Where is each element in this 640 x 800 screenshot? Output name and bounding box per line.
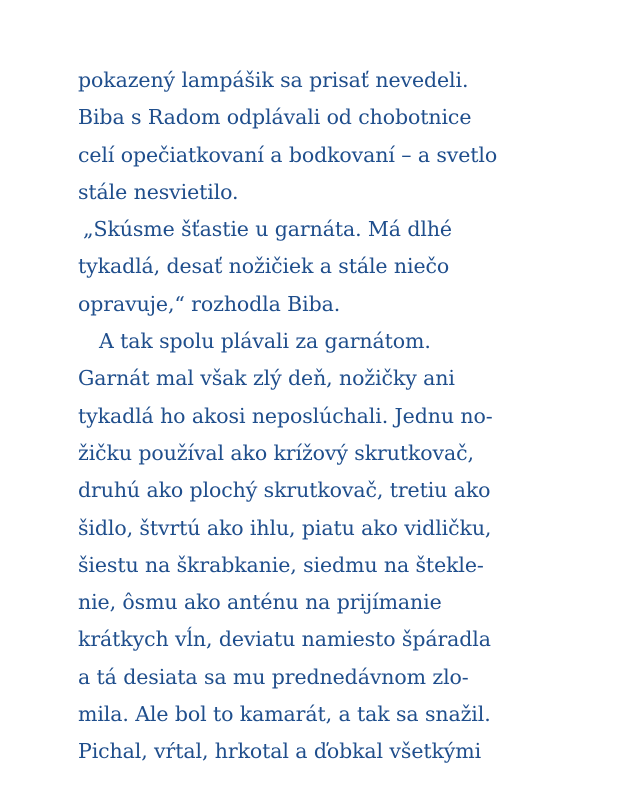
text-line: Garnát mal však zlý deň, nožičky ani <box>78 366 455 391</box>
text-line: druhú ako plochý skrutkovač, tretiu ako <box>78 478 491 503</box>
text-line: stále nesvietilo. <box>78 179 239 204</box>
text-line: „Skúsme šťastie u garnáta. Má dlhé <box>83 217 452 242</box>
text-line: tykadlá, desať nožičiek a stále niečo <box>78 254 450 279</box>
text-line: žičku používal ako krížový skrutkovač, <box>78 440 474 465</box>
text-line: A tak spolu plávali za garnátom. <box>99 329 431 354</box>
text-line: Biba s Radom odplávali od chobotnice <box>78 105 472 130</box>
text-line: šiestu na škrabkanie, siedmu na štekle- <box>78 552 484 577</box>
text-line: tykadlá ho akosi neposlúchali. Jednu no- <box>78 403 493 428</box>
text-line: a tá desiata sa mu prednedávnom zlo- <box>78 664 469 689</box>
text-line: pokazený lampášik sa prisať nevedeli. <box>78 68 469 92</box>
body-text <box>78 62 578 771</box>
text-line: mila. Ale bol to kamarát, a tak sa snažil. <box>78 702 491 727</box>
text-line: Pichal, vŕtal, hrkotal a ďobkal všetkými <box>78 739 482 764</box>
text-line: šidlo, štvrtú ako ihlu, piatu ako vidličku, <box>78 515 492 540</box>
text-line: krátkych vĺn, deviatu namiesto špáradla <box>78 627 491 652</box>
text-line: nie, ôsmu ako anténu na prijímanie <box>78 590 442 615</box>
text-line: opravuje,“ rozhodla Biba. <box>78 291 341 316</box>
text-line: celí opečiatkovaní a bodkovaní – a svetlo <box>78 142 498 167</box>
